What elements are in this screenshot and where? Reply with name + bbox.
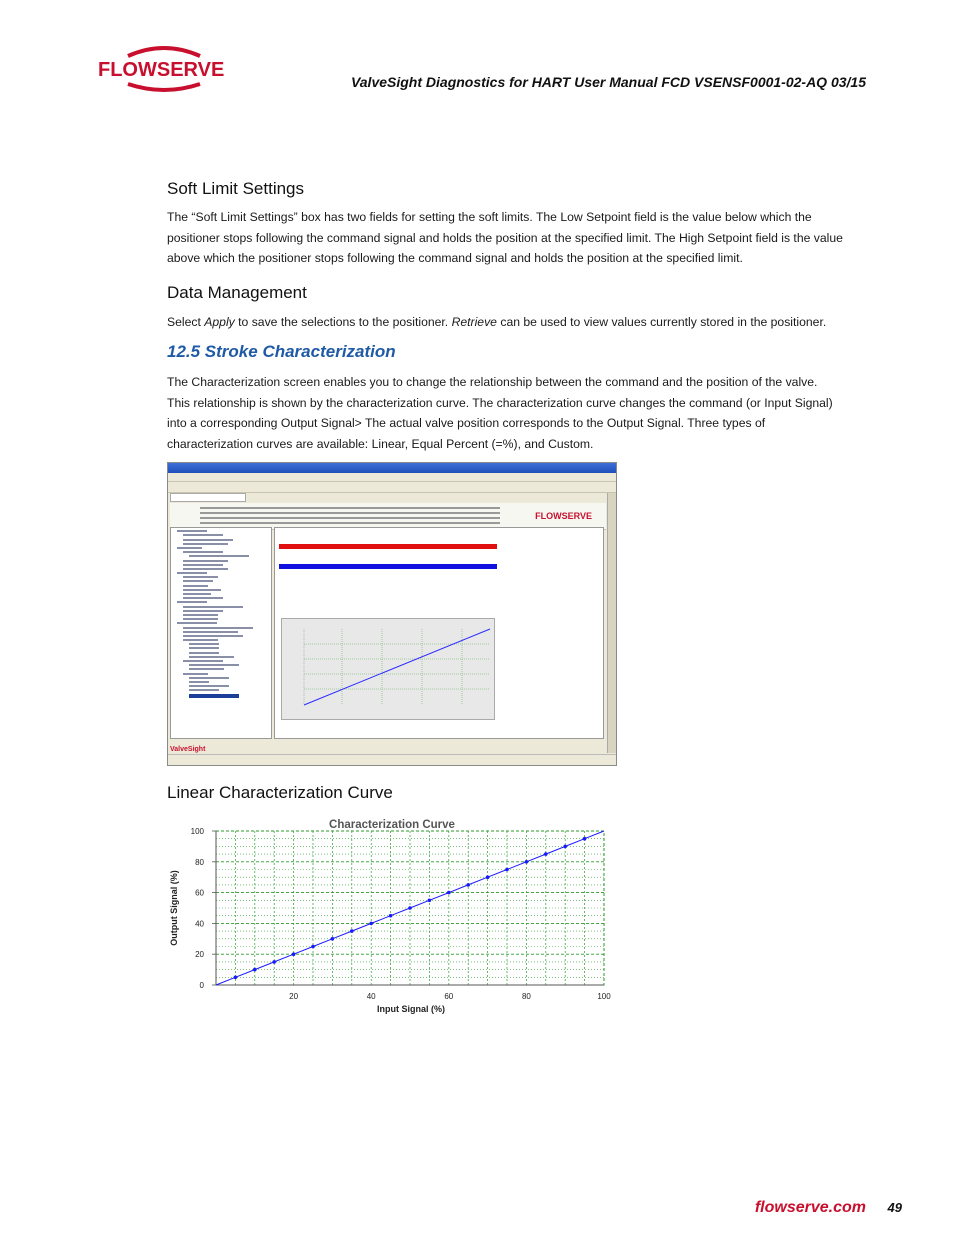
chart-x-tick-label: 20 xyxy=(289,992,299,1001)
chart-x-tick-label: 40 xyxy=(366,992,376,1001)
app-tree xyxy=(170,527,272,739)
linear-curve-heading: Linear Characterization Curve xyxy=(167,783,393,802)
chart-y-tick-label: 20 xyxy=(195,950,204,960)
chart-y-tick-label: 40 xyxy=(195,919,204,929)
chart-y-tick-label: 60 xyxy=(195,888,204,898)
document-header-title: ValveSight Diagnostics for HART User Manual FCD VSENSF0001-02-AQ 03/15 xyxy=(350,74,866,90)
chart-data-point xyxy=(428,899,432,903)
data-management-heading: Data Management xyxy=(167,283,307,302)
valvesight-screenshot xyxy=(167,462,617,766)
flowserve-logo-icon xyxy=(98,44,230,94)
app-tab xyxy=(170,493,246,502)
flowserve-logo xyxy=(98,44,230,94)
chart-data-point xyxy=(369,922,373,926)
app-toolbar xyxy=(168,482,616,493)
data-management-text-3: can be used to view values currently stored in the positioner. xyxy=(496,315,827,329)
chart-data-point xyxy=(272,960,276,964)
footer-url[interactable]: flowserve.com xyxy=(754,1199,866,1216)
chart-data-point xyxy=(331,937,335,941)
chart-data-point xyxy=(408,906,412,910)
app-panel xyxy=(274,527,604,739)
characterization-chart xyxy=(167,816,615,1016)
chart-data-point xyxy=(389,914,393,918)
chart-data-point xyxy=(466,883,470,887)
chart-data-point xyxy=(563,845,567,849)
apply-term: Apply xyxy=(204,315,235,329)
app-logo: FLOWSERVE xyxy=(535,511,592,521)
chart-data-point xyxy=(350,929,354,933)
chart-data-point xyxy=(583,837,587,841)
chart-y-tick-label: 80 xyxy=(195,857,204,867)
retrieve-term: Retrieve xyxy=(451,315,497,329)
chart-data-point xyxy=(486,875,490,879)
stroke-characterization-heading: 12.5 Stroke Characterization xyxy=(167,342,396,361)
app-mini-chart xyxy=(281,618,495,720)
app-titlebar xyxy=(168,463,616,473)
data-management-text-2: to save the selections to the positioner. xyxy=(234,315,452,329)
chart-title: Characterization Curve xyxy=(329,819,455,831)
app-brand: ValveSight xyxy=(170,746,206,753)
app-menubar xyxy=(168,473,616,482)
page-number: 49 xyxy=(887,1200,902,1215)
chart-data-point xyxy=(253,968,257,972)
data-management-body xyxy=(167,312,843,333)
chart-x-axis-label: Input Signal (%) xyxy=(377,1004,445,1014)
chart-y-tick-label: 0 xyxy=(199,981,204,990)
chart-data-point xyxy=(311,945,315,949)
chart-data-point xyxy=(505,868,509,872)
app-right-strip xyxy=(607,493,616,753)
chart-x-tick-label: 80 xyxy=(521,992,531,1001)
chart-data-point xyxy=(525,860,529,864)
chart-x-tick-label: 60 xyxy=(444,992,454,1001)
app-infobar xyxy=(170,503,606,530)
logo-text: FLOWSERVE xyxy=(98,59,225,81)
soft-limit-body: The “Soft Limit Settings” box has two fields for setting the soft limits. The Low Setpoint field is the value below which the positioner stops following the command signal and holds the position at the specified limit. The High Setpoint field is the value above which the positioner stops following the command signal and holds the position at the specified limit. xyxy=(167,210,843,265)
chart-data-point xyxy=(234,976,238,980)
chart-data-point xyxy=(292,952,296,956)
soft-limit-heading: Soft Limit Settings xyxy=(167,179,305,198)
stroke-characterization-body: The Characterization screen enables you to change the relationship between the command and the position of the valve. This relationship is shown by the characterization curve. The characterization curve changes the command (or Input Signal) into a corresponding Output Signal> The actual valve position corresponds to the Output Signal. Three types of characterization curves are available: Linear, Equal Percent (=%), and Custom. xyxy=(167,375,833,451)
characterization-chart-svg xyxy=(167,816,615,1016)
chart-y-axis-label: Output Signal (%) xyxy=(169,870,179,946)
app-statusbar xyxy=(168,754,616,765)
chart-data-point xyxy=(544,852,548,856)
chart-data-point xyxy=(447,891,451,895)
chart-y-tick-label: 100 xyxy=(190,827,204,836)
chart-x-tick-label: 100 xyxy=(597,992,611,1001)
data-management-text-1: Select xyxy=(167,315,205,329)
